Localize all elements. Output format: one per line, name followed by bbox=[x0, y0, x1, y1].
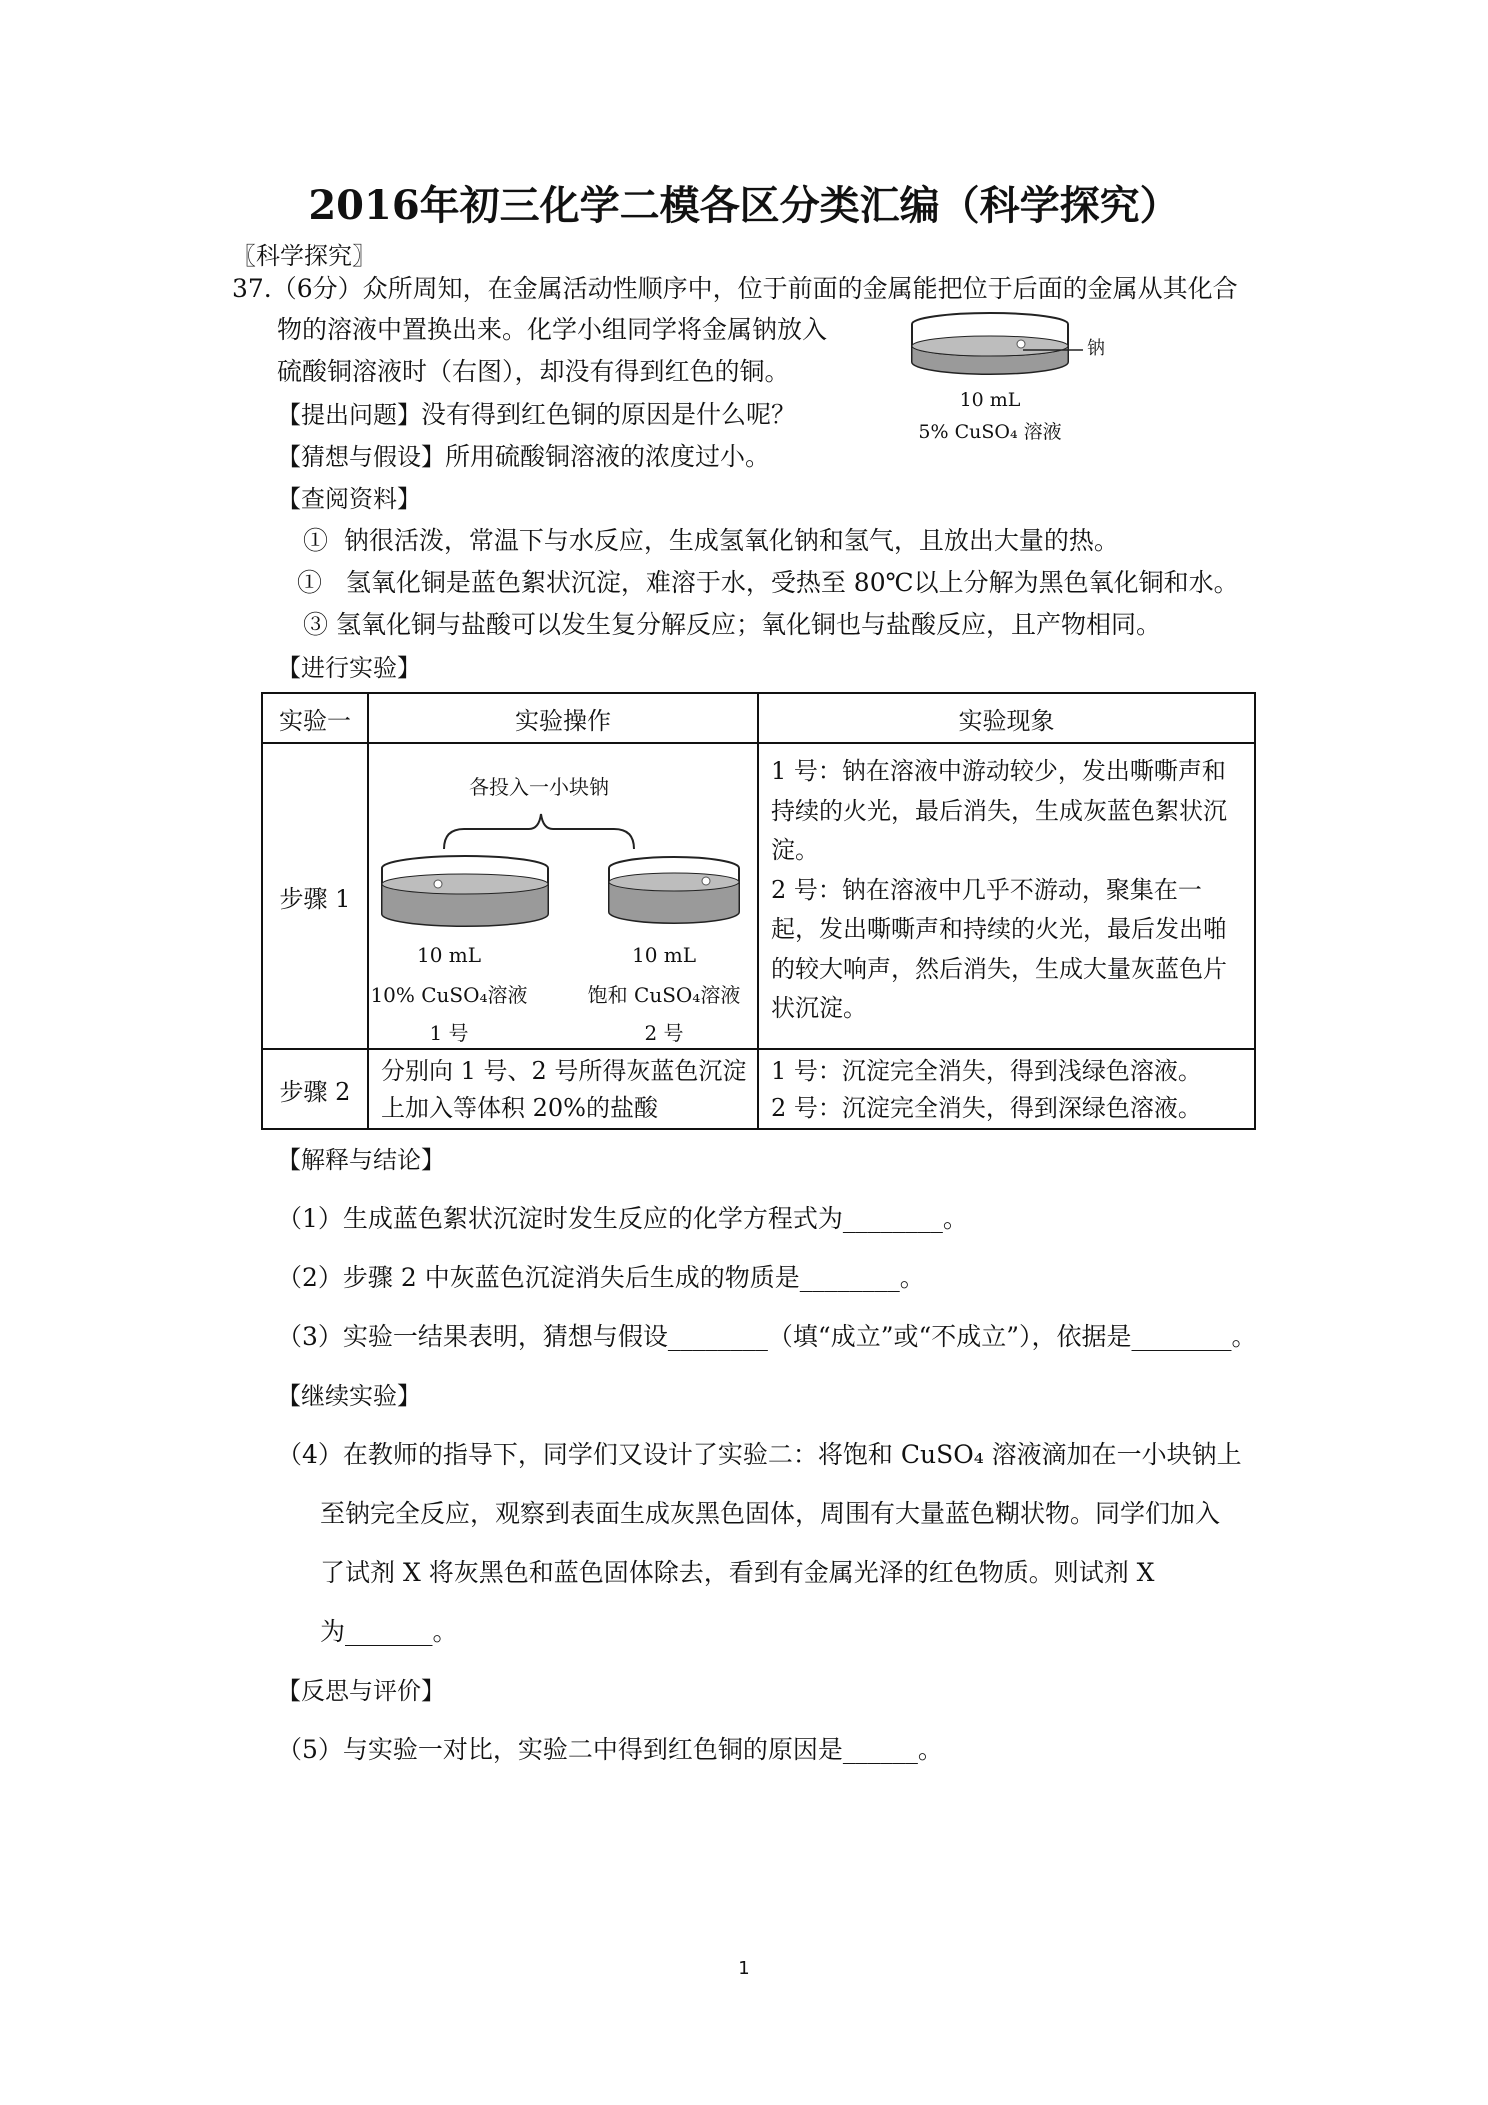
table-header-operation: 实验操作 bbox=[368, 693, 758, 743]
question-line bbox=[277, 398, 796, 432]
sodium-piece-icon bbox=[1017, 340, 1025, 348]
step1-operation-cell bbox=[368, 743, 758, 1049]
hypothesis-text: 所用硫酸铜溶液的浓度过小。 bbox=[445, 442, 771, 471]
beaker1-volume: 10 mL bbox=[416, 943, 482, 967]
step1-observation-1: 1 号：钠在溶液中游动较少，发出嘶嘶声和持续的火光，最后消失，生成灰蓝色絮状沉淀。 bbox=[771, 757, 1227, 864]
step2-operation: 分别向 1 号、2 号所得灰蓝色沉淀上加入等体积 20%的盐酸 bbox=[368, 1049, 758, 1129]
q37-line-3: 硫酸铜溶液时（右图），却没有得到红色的铜。 bbox=[277, 357, 790, 386]
experiment-label: 【进行实验】 bbox=[277, 654, 421, 682]
figure-solution-label: 5% CuSO₄ 溶液 bbox=[918, 421, 1062, 443]
hypothesis-label: 【猜想与假设】 bbox=[277, 443, 445, 471]
table-header-experiment: 实验一 bbox=[262, 693, 368, 743]
step1-beakers-figure bbox=[369, 744, 757, 1048]
continue-label: 【继续实验】 bbox=[277, 1382, 421, 1410]
experiment-table bbox=[261, 692, 1256, 1130]
q37-line-2: 物的溶液中置换出来。化学小组同学将金属钠放入 bbox=[277, 315, 828, 344]
section-heading: 〖科学探究〗 bbox=[232, 242, 376, 270]
step2-observation-1: 1 号：沉淀完全消失，得到浅绿色溶液。 bbox=[771, 1057, 1202, 1085]
step1-observation-2: 2 号：钠在溶液中几乎不游动，聚集在一起，发出嘶嘶声和持续的火光，最后发出啪的较大响声，然后消失，生成大量灰蓝色片状沉淀。 bbox=[771, 875, 1227, 1022]
page-number: 1 bbox=[738, 1958, 750, 1979]
material-item-1: ① 钠很活泼，常温下与水反应，生成氢氧化钠和氢气，且放出大量的热。 bbox=[303, 526, 1119, 555]
step1-label: 步骤 1 bbox=[262, 743, 368, 1049]
page-title: 2016年初三化学二模各区分类汇编（科学探究） bbox=[308, 182, 1180, 229]
beaker2-id: 2 号 bbox=[644, 1021, 684, 1045]
question-4-line-2: 至钠完全反应，观察到表面生成灰黑色固体，周围有大量蓝色糊状物。同学们加入 bbox=[320, 1499, 1221, 1528]
material-item-3: ③ 氢氧化铜与盐酸可以发生复分解反应；氧化铜也与盐酸反应，且产物相同。 bbox=[303, 610, 1161, 639]
beaker2-solution: 饱和 CuSO₄溶液 bbox=[587, 983, 741, 1007]
table-header-observation: 实验现象 bbox=[758, 693, 1255, 743]
brace-icon bbox=[444, 814, 634, 849]
question-5: （5）与实验一对比，实验二中得到红色铜的原因是______。 bbox=[277, 1735, 943, 1764]
beaker1-solution: 10% CuSO₄溶液 bbox=[370, 983, 528, 1007]
brace-text: 各投入一小块钠 bbox=[469, 775, 609, 799]
figure-volume-label: 10 mL bbox=[959, 389, 1021, 411]
hypothesis-line bbox=[277, 440, 770, 474]
step2-observation-2: 2 号：沉淀完全消失，得到深绿色溶液。 bbox=[771, 1094, 1202, 1122]
materials-label: 【查阅资料】 bbox=[277, 485, 421, 513]
question-4-line-4: 为_______。 bbox=[320, 1617, 458, 1646]
q37-line-1: 37.（6分）众所周知，在金属活动性顺序中，位于前面的金属能把位于后面的金属从其化合 bbox=[232, 274, 1238, 303]
question-4-line-3: 了试剂 X 将灰黑色和蓝色固体除去，看到有金属光泽的红色物质。则试剂 X bbox=[320, 1558, 1155, 1587]
question-3: （3）实验一结果表明，猜想与假设________（填“成立”或“不成立”），依据是________。 bbox=[277, 1322, 1257, 1351]
question-2: （2）步骤 2 中灰蓝色沉淀消失后生成的物质是________。 bbox=[277, 1263, 925, 1292]
sodium-piece-icon bbox=[434, 880, 442, 888]
beaker2-volume: 10 mL bbox=[631, 943, 697, 967]
question-4-line-1: （4）在教师的指导下，同学们又设计了实验二：将饱和 CuSO₄ 溶液滴加在一小块钠上 bbox=[277, 1440, 1242, 1469]
material-item-2: ① 氢氧化铜是蓝色絮状沉淀，难溶于水，受热至 80℃以上分解为黑色氧化铜和水。 bbox=[297, 568, 1239, 597]
question-label: 【提出问题】 bbox=[277, 401, 421, 429]
step2-observation-cell bbox=[758, 1049, 1255, 1129]
question-1: （1）生成蓝色絮状沉淀时发生反应的化学方程式为________。 bbox=[277, 1204, 968, 1233]
reflection-label: 【反思与评价】 bbox=[277, 1677, 445, 1705]
step2-label: 步骤 2 bbox=[262, 1049, 368, 1129]
beaker1-id: 1 号 bbox=[429, 1021, 469, 1045]
question-text: 没有得到红色铜的原因是什么呢？ bbox=[421, 400, 797, 429]
step1-observation-cell bbox=[758, 743, 1255, 1049]
sodium-beaker-figure bbox=[905, 310, 1105, 450]
conclusion-label: 【解释与结论】 bbox=[277, 1146, 445, 1174]
sodium-piece-icon bbox=[702, 877, 710, 885]
sodium-label: 钠 bbox=[1087, 338, 1105, 359]
